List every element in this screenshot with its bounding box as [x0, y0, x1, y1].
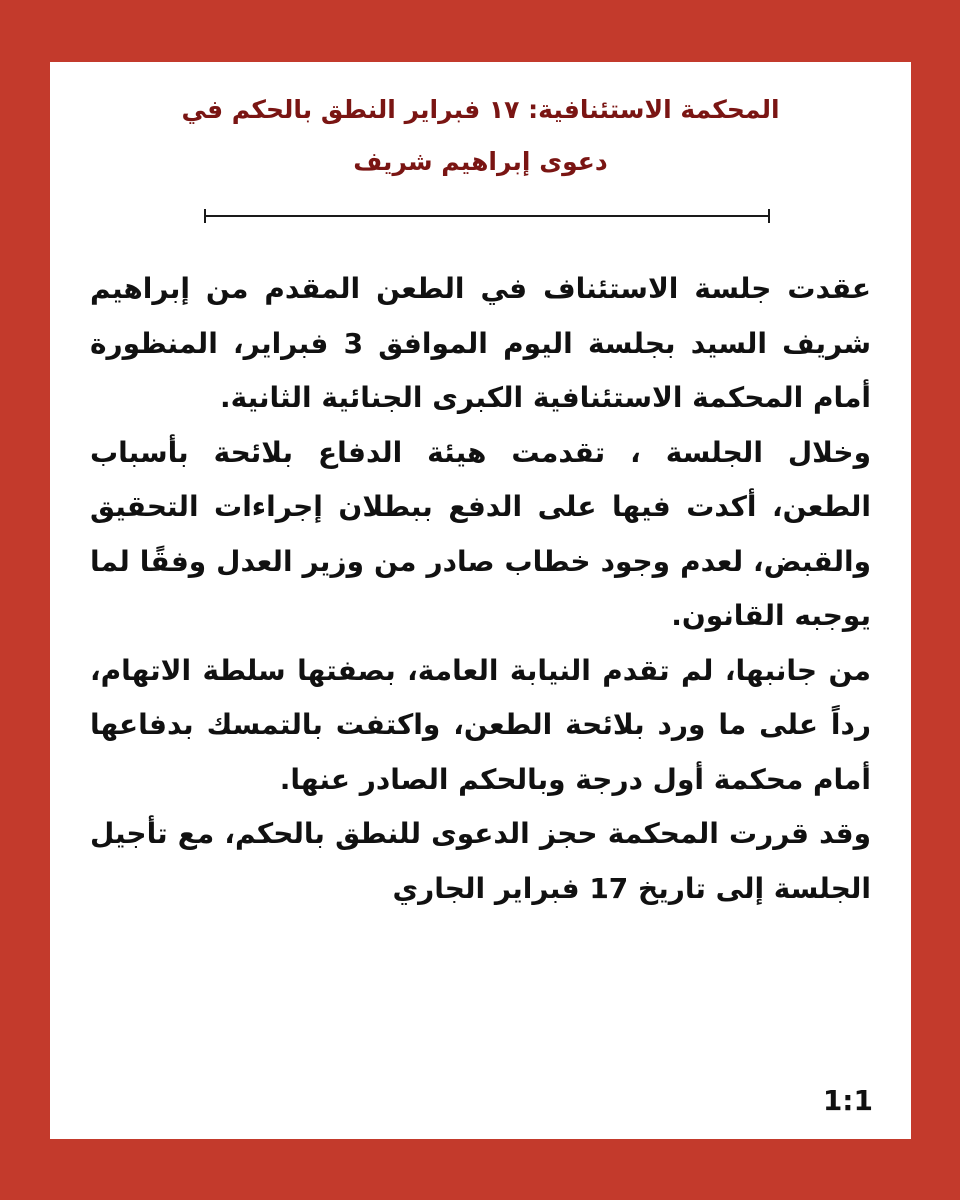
divider-right-cap	[768, 209, 770, 223]
paragraph-3: من جانبها، لم تقدم النيابة العامة، بصفتها سلطة الاتهام، رداً على ما ورد بلائحة الطعن، واكتفت بالتمسك بدفاعها أمام محكمة أول درجة وبالحكم الصادر عنها.	[90, 653, 871, 796]
paragraph-2: وخلال الجلسة ، تقدمت هيئة الدفاع بلائحة بأسباب الطعن، أكدت فيها على الدفع ببطلان إجراءات التحقيق والقبض، لعدم وجود خطاب صادر من وزير العدل وفقًا لما يوجبه القانون.	[90, 435, 871, 632]
article-body	[90, 262, 871, 916]
headline-line-1: المحكمة الاستئنافية: ١٧ فبراير النطق بالحكم في	[181, 95, 780, 124]
paragraph-4: وقد قررت المحكمة حجز الدعوى للنطق بالحكم، مع تأجيل الجلسة إلى تاريخ 17 فبراير الجاري	[90, 817, 871, 905]
paragraph-1: عقدت جلسة الاستئناف في الطعن المقدم من إبراهيم شريف السيد بجلسة اليوم الموافق 3 فبراير، المنظورة أمام المحكمة الاستئنافية الكبرى الجنائية الثانية.	[90, 272, 871, 414]
headline-divider	[204, 215, 770, 217]
aspect-ratio-label: 1:1	[822, 1084, 873, 1117]
divider-left-cap	[204, 209, 206, 223]
headline	[90, 84, 871, 188]
headline-line-2: دعوى إبراهيم شريف	[353, 147, 608, 176]
article-card	[50, 62, 911, 1139]
